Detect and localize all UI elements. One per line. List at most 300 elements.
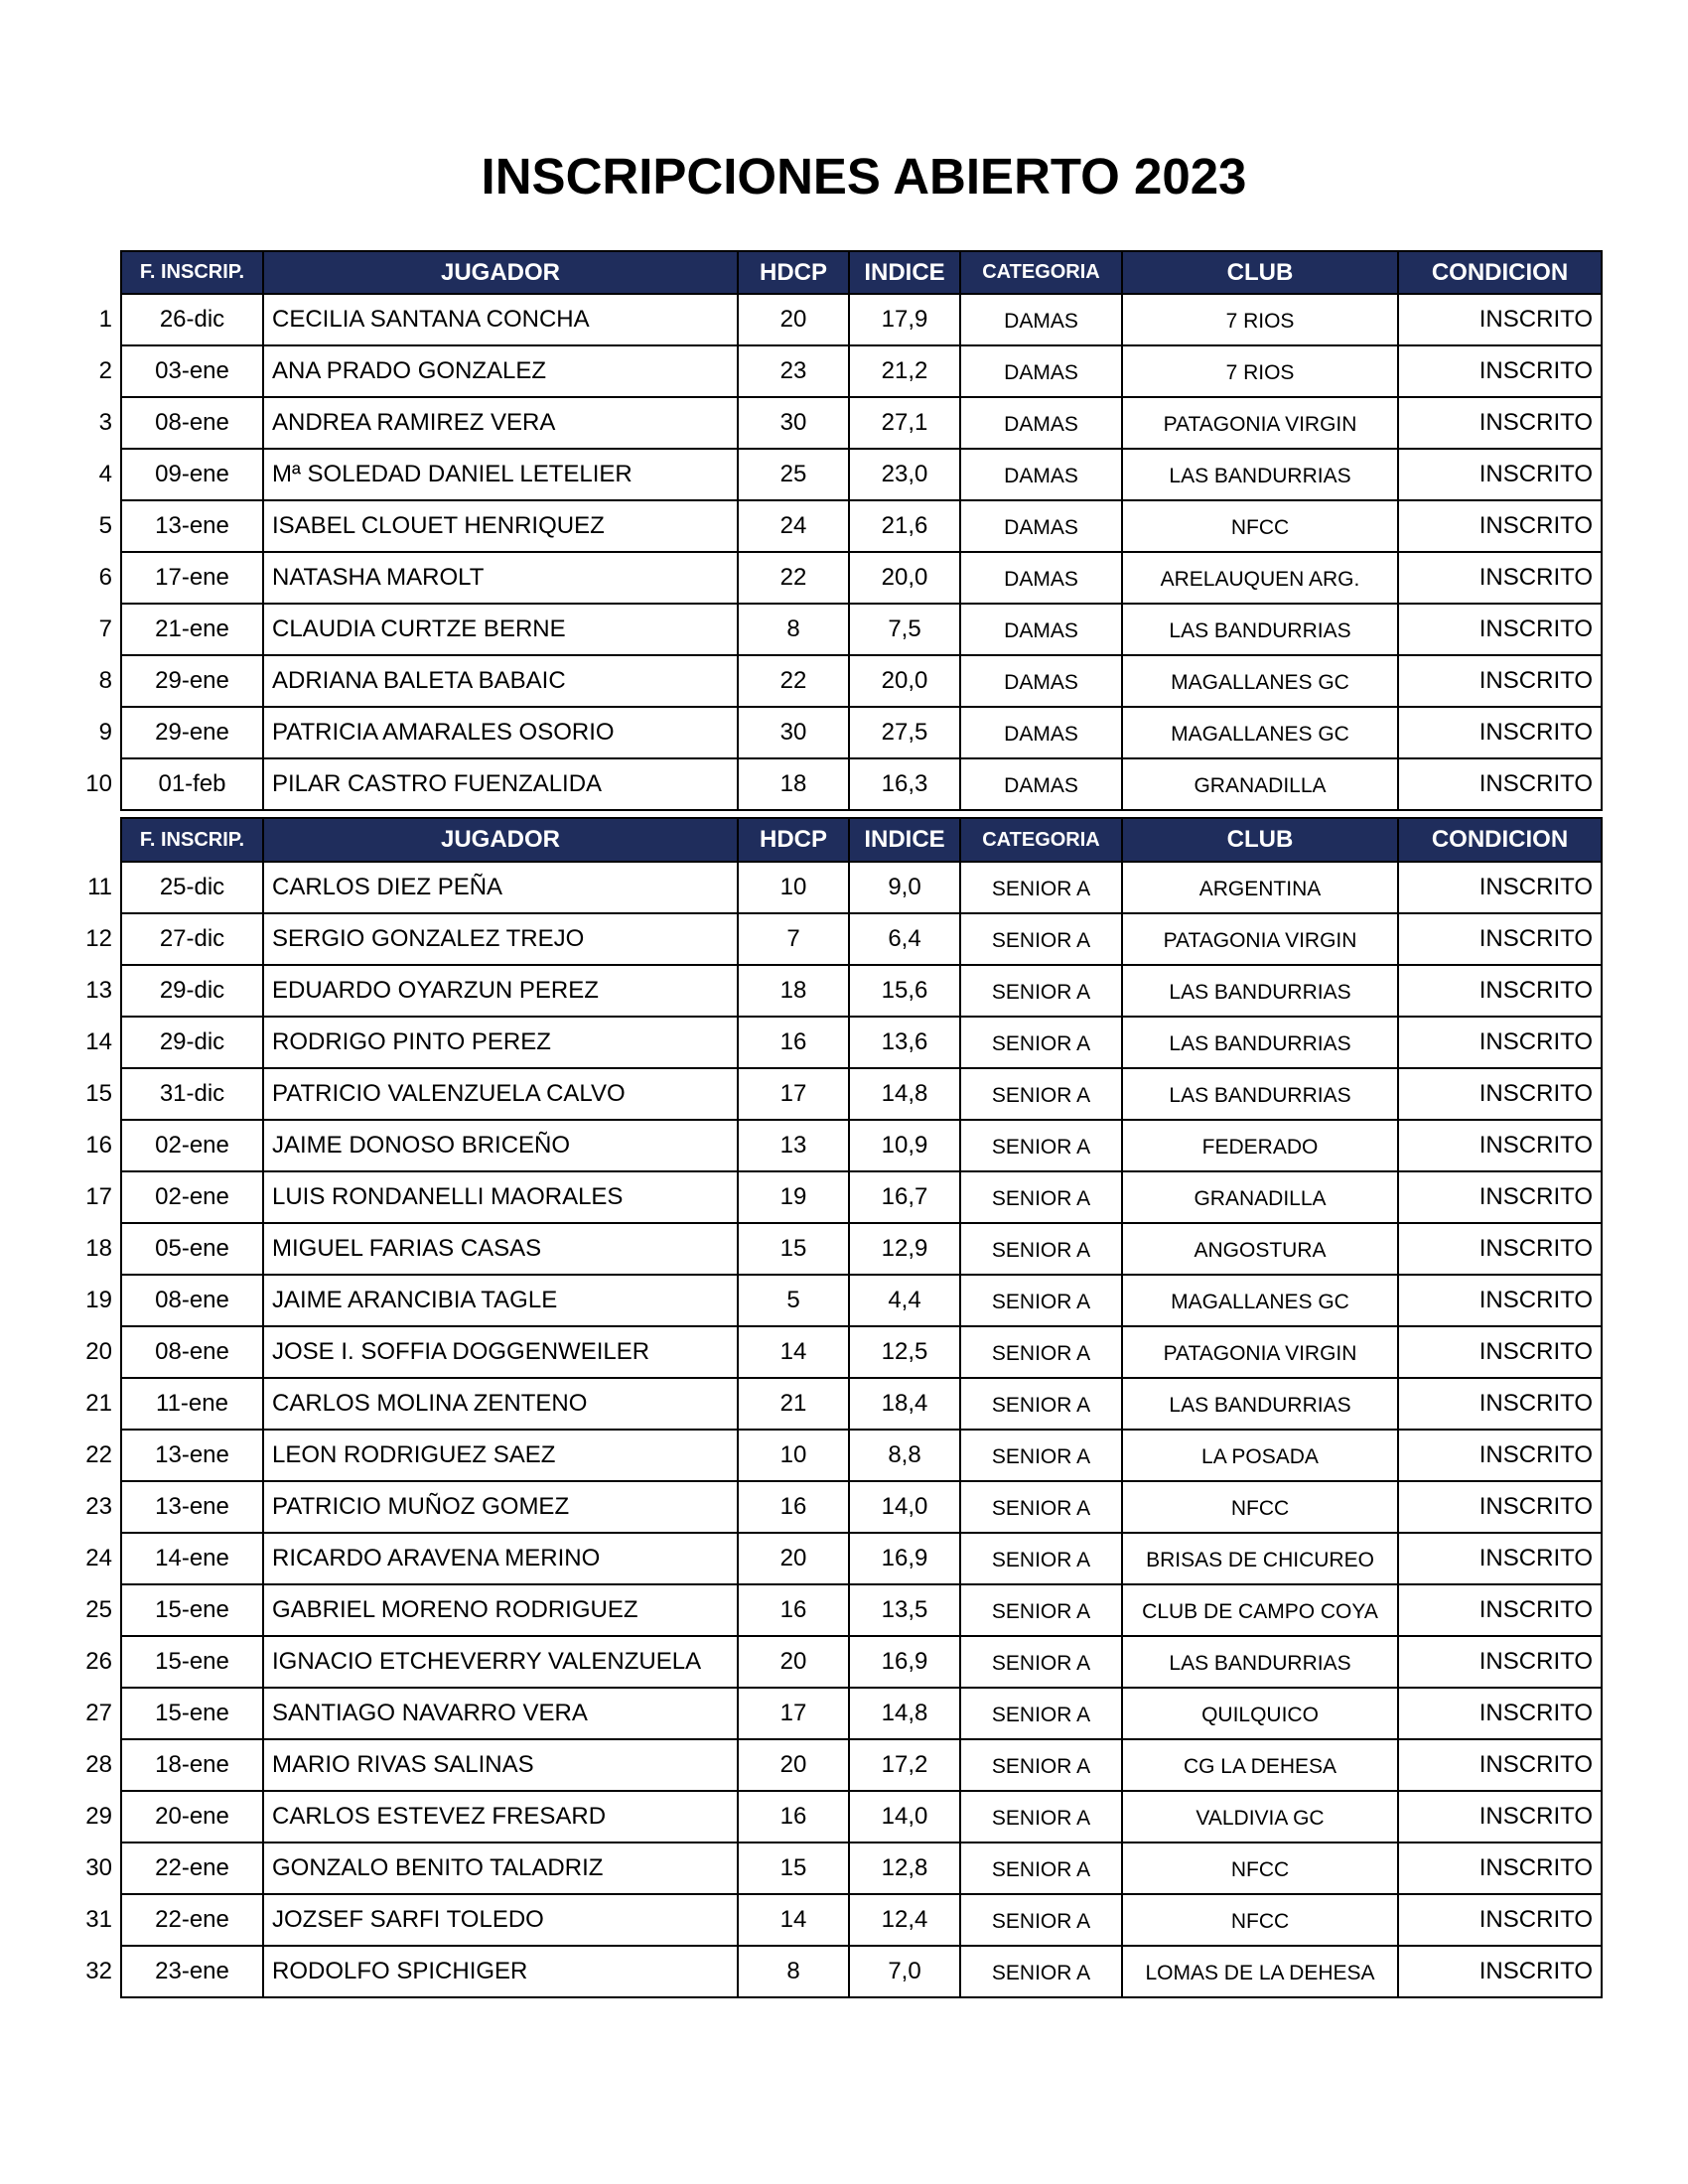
cell-condicion: INSCRITO bbox=[1398, 1946, 1602, 1997]
cell-club: MAGALLANES GC bbox=[1122, 707, 1398, 758]
cell-hdcp: 22 bbox=[738, 552, 849, 604]
cell-fecha: 09-ene bbox=[121, 449, 263, 500]
cell-condicion: INSCRITO bbox=[1398, 1120, 1602, 1171]
table-row bbox=[79, 449, 1602, 500]
table-row bbox=[79, 1326, 1602, 1378]
cell-categoria: DAMAS bbox=[960, 707, 1122, 758]
cell-categoria: DAMAS bbox=[960, 294, 1122, 345]
cell-jugador: ANA PRADO GONZALEZ bbox=[263, 345, 738, 397]
table-row bbox=[79, 758, 1602, 810]
cell-jugador: Mª SOLEDAD DANIEL LETELIER bbox=[263, 449, 738, 500]
table-row bbox=[79, 1120, 1602, 1171]
cell-club: ARGENTINA bbox=[1122, 862, 1398, 913]
cell-club: NFCC bbox=[1122, 1843, 1398, 1894]
cell-club: NFCC bbox=[1122, 1481, 1398, 1533]
table-row bbox=[79, 913, 1602, 965]
cell-indice: 27,5 bbox=[849, 707, 960, 758]
cell-club: CLUB DE CAMPO COYA bbox=[1122, 1584, 1398, 1636]
row-number: 11 bbox=[87, 874, 112, 900]
cell-indice: 15,6 bbox=[849, 965, 960, 1017]
cell-hdcp: 15 bbox=[738, 1223, 849, 1275]
cell-categoria: SENIOR A bbox=[960, 1171, 1122, 1223]
cell-club: ANGOSTURA bbox=[1122, 1223, 1398, 1275]
cell-fecha: 21-ene bbox=[121, 604, 263, 655]
cell-categoria: SENIOR A bbox=[960, 1533, 1122, 1584]
cell-hdcp: 13 bbox=[738, 1120, 849, 1171]
cell-categoria: SENIOR A bbox=[960, 1326, 1122, 1378]
cell-club: LAS BANDURRIAS bbox=[1122, 1636, 1398, 1688]
cell-indice: 12,8 bbox=[849, 1843, 960, 1894]
header-indice: INDICE bbox=[849, 818, 960, 862]
cell-jugador: IGNACIO ETCHEVERRY VALENZUELA bbox=[263, 1636, 738, 1688]
cell-jugador: PATRICIO VALENZUELA CALVO bbox=[263, 1068, 738, 1120]
cell-fecha: 15-ene bbox=[121, 1688, 263, 1739]
cell-indice: 18,4 bbox=[849, 1378, 960, 1430]
cell-condicion: INSCRITO bbox=[1398, 1584, 1602, 1636]
cell-club: 7 RIOS bbox=[1122, 294, 1398, 345]
cell-categoria: DAMAS bbox=[960, 604, 1122, 655]
cell-fecha: 08-ene bbox=[121, 397, 263, 449]
cell-hdcp: 21 bbox=[738, 1378, 849, 1430]
table-row bbox=[79, 862, 1602, 913]
cell-condicion: INSCRITO bbox=[1398, 862, 1602, 913]
row-number: 26 bbox=[85, 1648, 112, 1675]
cell-indice: 16,9 bbox=[849, 1533, 960, 1584]
cell-categoria: DAMAS bbox=[960, 758, 1122, 810]
cell-categoria: SENIOR A bbox=[960, 913, 1122, 965]
row-number: 28 bbox=[85, 1751, 112, 1778]
cell-club: FEDERADO bbox=[1122, 1120, 1398, 1171]
cell-categoria: SENIOR A bbox=[960, 1688, 1122, 1739]
cell-condicion: INSCRITO bbox=[1398, 965, 1602, 1017]
cell-hdcp: 10 bbox=[738, 862, 849, 913]
header-indice: INDICE bbox=[849, 251, 960, 294]
cell-indice: 27,1 bbox=[849, 397, 960, 449]
row-number: 14 bbox=[85, 1028, 112, 1055]
cell-condicion: INSCRITO bbox=[1398, 758, 1602, 810]
cell-indice: 7,0 bbox=[849, 1946, 960, 1997]
cell-fecha: 27-dic bbox=[121, 913, 263, 965]
cell-fecha: 23-ene bbox=[121, 1946, 263, 1997]
cell-jugador: CECILIA SANTANA CONCHA bbox=[263, 294, 738, 345]
cell-jugador: JOZSEF SARFI TOLEDO bbox=[263, 1894, 738, 1946]
row-number: 7 bbox=[98, 615, 112, 642]
cell-jugador: LUIS RONDANELLI MAORALES bbox=[263, 1171, 738, 1223]
cell-categoria: SENIOR A bbox=[960, 1843, 1122, 1894]
cell-fecha: 29-ene bbox=[121, 707, 263, 758]
table-row bbox=[79, 1843, 1602, 1894]
cell-fecha: 29-ene bbox=[121, 655, 263, 707]
cell-condicion: INSCRITO bbox=[1398, 1171, 1602, 1223]
row-number: 31 bbox=[85, 1906, 112, 1933]
row-number: 23 bbox=[85, 1493, 112, 1520]
cell-indice: 6,4 bbox=[849, 913, 960, 965]
table-row bbox=[79, 1946, 1602, 1997]
cell-fecha: 03-ene bbox=[121, 345, 263, 397]
cell-condicion: INSCRITO bbox=[1398, 913, 1602, 965]
cell-indice: 9,0 bbox=[849, 862, 960, 913]
cell-club: NFCC bbox=[1122, 1894, 1398, 1946]
cell-categoria: SENIOR A bbox=[960, 965, 1122, 1017]
cell-categoria: DAMAS bbox=[960, 655, 1122, 707]
cell-hdcp: 30 bbox=[738, 397, 849, 449]
cell-categoria: SENIOR A bbox=[960, 1378, 1122, 1430]
cell-hdcp: 20 bbox=[738, 294, 849, 345]
row-number: 21 bbox=[85, 1390, 112, 1417]
table-row bbox=[79, 1481, 1602, 1533]
cell-fecha: 13-ene bbox=[121, 1481, 263, 1533]
row-number: 25 bbox=[85, 1596, 112, 1623]
cell-categoria: SENIOR A bbox=[960, 1275, 1122, 1326]
cell-jugador: CLAUDIA CURTZE BERNE bbox=[263, 604, 738, 655]
cell-fecha: 15-ene bbox=[121, 1636, 263, 1688]
cell-indice: 16,7 bbox=[849, 1171, 960, 1223]
cell-hdcp: 22 bbox=[738, 655, 849, 707]
cell-indice: 13,6 bbox=[849, 1017, 960, 1068]
cell-condicion: INSCRITO bbox=[1398, 1275, 1602, 1326]
cell-jugador: RODOLFO SPICHIGER bbox=[263, 1946, 738, 1997]
row-number: 17 bbox=[85, 1183, 112, 1210]
row-number: 6 bbox=[98, 564, 112, 591]
cell-indice: 8,8 bbox=[849, 1430, 960, 1481]
cell-condicion: INSCRITO bbox=[1398, 604, 1602, 655]
cell-categoria: DAMAS bbox=[960, 449, 1122, 500]
cell-club: NFCC bbox=[1122, 500, 1398, 552]
damas-table bbox=[79, 250, 1603, 811]
cell-condicion: INSCRITO bbox=[1398, 1894, 1602, 1946]
cell-indice: 4,4 bbox=[849, 1275, 960, 1326]
cell-club: QUILQUICO bbox=[1122, 1688, 1398, 1739]
cell-fecha: 22-ene bbox=[121, 1843, 263, 1894]
cell-club: PATAGONIA VIRGIN bbox=[1122, 913, 1398, 965]
header-number-spacer bbox=[79, 251, 121, 294]
cell-fecha: 08-ene bbox=[121, 1275, 263, 1326]
header-number-spacer bbox=[79, 818, 121, 862]
table-row bbox=[79, 1223, 1602, 1275]
cell-condicion: INSCRITO bbox=[1398, 1017, 1602, 1068]
cell-fecha: 13-ene bbox=[121, 500, 263, 552]
cell-club: PATAGONIA VIRGIN bbox=[1122, 397, 1398, 449]
row-number: 12 bbox=[85, 925, 112, 952]
header-hdcp: HDCP bbox=[738, 251, 849, 294]
cell-indice: 16,9 bbox=[849, 1636, 960, 1688]
cell-hdcp: 16 bbox=[738, 1017, 849, 1068]
row-number: 2 bbox=[98, 357, 112, 384]
header-club: CLUB bbox=[1122, 818, 1398, 862]
cell-jugador: PATRICIA AMARALES OSORIO bbox=[263, 707, 738, 758]
cell-indice: 14,0 bbox=[849, 1791, 960, 1843]
cell-hdcp: 16 bbox=[738, 1481, 849, 1533]
table-row bbox=[79, 1430, 1602, 1481]
cell-jugador: ANDREA RAMIREZ VERA bbox=[263, 397, 738, 449]
cell-hdcp: 20 bbox=[738, 1533, 849, 1584]
cell-jugador: PILAR CASTRO FUENZALIDA bbox=[263, 758, 738, 810]
table-row bbox=[79, 500, 1602, 552]
cell-condicion: INSCRITO bbox=[1398, 1688, 1602, 1739]
cell-jugador: SERGIO GONZALEZ TREJO bbox=[263, 913, 738, 965]
header-condicion: CONDICION bbox=[1398, 818, 1602, 862]
cell-categoria: SENIOR A bbox=[960, 1584, 1122, 1636]
cell-condicion: INSCRITO bbox=[1398, 1739, 1602, 1791]
cell-hdcp: 20 bbox=[738, 1636, 849, 1688]
cell-jugador: JAIME DONOSO BRICEÑO bbox=[263, 1120, 738, 1171]
row-number: 1 bbox=[98, 306, 112, 333]
cell-jugador: SANTIAGO NAVARRO VERA bbox=[263, 1688, 738, 1739]
cell-jugador: MARIO RIVAS SALINAS bbox=[263, 1739, 738, 1791]
cell-hdcp: 15 bbox=[738, 1843, 849, 1894]
page-title: INSCRIPCIONES ABIERTO 2023 bbox=[481, 148, 1247, 205]
cell-jugador: RICARDO ARAVENA MERINO bbox=[263, 1533, 738, 1584]
table-row bbox=[79, 1171, 1602, 1223]
table-row bbox=[79, 965, 1602, 1017]
row-number: 4 bbox=[98, 461, 112, 487]
cell-club: LAS BANDURRIAS bbox=[1122, 1378, 1398, 1430]
cell-jugador: GONZALO BENITO TALADRIZ bbox=[263, 1843, 738, 1894]
cell-indice: 14,8 bbox=[849, 1068, 960, 1120]
senior-header-row bbox=[79, 818, 1602, 862]
cell-jugador: RODRIGO PINTO PEREZ bbox=[263, 1017, 738, 1068]
cell-categoria: SENIOR A bbox=[960, 862, 1122, 913]
cell-indice: 16,3 bbox=[849, 758, 960, 810]
cell-condicion: INSCRITO bbox=[1398, 500, 1602, 552]
row-number: 29 bbox=[85, 1803, 112, 1830]
cell-club: VALDIVIA GC bbox=[1122, 1791, 1398, 1843]
header-categoria: CATEGORIA bbox=[960, 818, 1122, 862]
damas-table-body bbox=[79, 294, 1602, 810]
cell-fecha: 15-ene bbox=[121, 1584, 263, 1636]
senior-table bbox=[79, 817, 1603, 1998]
cell-club: ARELAUQUEN ARG. bbox=[1122, 552, 1398, 604]
cell-condicion: INSCRITO bbox=[1398, 1533, 1602, 1584]
row-number: 16 bbox=[85, 1132, 112, 1159]
cell-condicion: INSCRITO bbox=[1398, 1068, 1602, 1120]
cell-condicion: INSCRITO bbox=[1398, 345, 1602, 397]
row-number: 15 bbox=[85, 1080, 112, 1107]
cell-club: LAS BANDURRIAS bbox=[1122, 604, 1398, 655]
row-number: 30 bbox=[85, 1854, 112, 1881]
cell-fecha: 13-ene bbox=[121, 1430, 263, 1481]
cell-condicion: INSCRITO bbox=[1398, 1791, 1602, 1843]
cell-club: LAS BANDURRIAS bbox=[1122, 1068, 1398, 1120]
row-number: 10 bbox=[85, 770, 112, 797]
cell-club: 7 RIOS bbox=[1122, 345, 1398, 397]
cell-categoria: SENIOR A bbox=[960, 1739, 1122, 1791]
cell-hdcp: 14 bbox=[738, 1326, 849, 1378]
cell-condicion: INSCRITO bbox=[1398, 1636, 1602, 1688]
cell-hdcp: 25 bbox=[738, 449, 849, 500]
cell-jugador: JOSE I. SOFFIA DOGGENWEILER bbox=[263, 1326, 738, 1378]
cell-club: GRANADILLA bbox=[1122, 1171, 1398, 1223]
row-number: 22 bbox=[85, 1441, 112, 1468]
cell-indice: 7,5 bbox=[849, 604, 960, 655]
cell-fecha: 02-ene bbox=[121, 1120, 263, 1171]
cell-categoria: SENIOR A bbox=[960, 1636, 1122, 1688]
table-row bbox=[79, 1378, 1602, 1430]
header-jugador: JUGADOR bbox=[263, 251, 738, 294]
cell-club: BRISAS DE CHICUREO bbox=[1122, 1533, 1398, 1584]
table-row bbox=[79, 1275, 1602, 1326]
cell-condicion: INSCRITO bbox=[1398, 707, 1602, 758]
cell-categoria: SENIOR A bbox=[960, 1120, 1122, 1171]
row-number: 27 bbox=[85, 1700, 112, 1726]
cell-hdcp: 23 bbox=[738, 345, 849, 397]
cell-hdcp: 20 bbox=[738, 1739, 849, 1791]
header-club: CLUB bbox=[1122, 251, 1398, 294]
senior-table-body bbox=[79, 862, 1602, 1997]
cell-indice: 23,0 bbox=[849, 449, 960, 500]
cell-condicion: INSCRITO bbox=[1398, 397, 1602, 449]
cell-fecha: 29-dic bbox=[121, 965, 263, 1017]
table-row bbox=[79, 1533, 1602, 1584]
cell-categoria: SENIOR A bbox=[960, 1894, 1122, 1946]
cell-jugador: ADRIANA BALETA BABAIC bbox=[263, 655, 738, 707]
table-row bbox=[79, 397, 1602, 449]
header-condicion: CONDICION bbox=[1398, 251, 1602, 294]
cell-club: MAGALLANES GC bbox=[1122, 655, 1398, 707]
cell-categoria: DAMAS bbox=[960, 345, 1122, 397]
table-row bbox=[79, 1584, 1602, 1636]
cell-categoria: SENIOR A bbox=[960, 1017, 1122, 1068]
cell-condicion: INSCRITO bbox=[1398, 1843, 1602, 1894]
table-row bbox=[79, 1688, 1602, 1739]
cell-club: MAGALLANES GC bbox=[1122, 1275, 1398, 1326]
cell-categoria: SENIOR A bbox=[960, 1068, 1122, 1120]
table-row bbox=[79, 1068, 1602, 1120]
cell-club: LAS BANDURRIAS bbox=[1122, 449, 1398, 500]
cell-indice: 21,6 bbox=[849, 500, 960, 552]
cell-indice: 17,2 bbox=[849, 1739, 960, 1791]
damas-header-row bbox=[79, 251, 1602, 294]
row-number: 13 bbox=[85, 977, 112, 1004]
cell-fecha: 26-dic bbox=[121, 294, 263, 345]
table-row bbox=[79, 1017, 1602, 1068]
cell-fecha: 29-dic bbox=[121, 1017, 263, 1068]
cell-condicion: INSCRITO bbox=[1398, 1430, 1602, 1481]
row-number: 8 bbox=[98, 667, 112, 694]
cell-fecha: 11-ene bbox=[121, 1378, 263, 1430]
row-number: 18 bbox=[85, 1235, 112, 1262]
cell-club: LA POSADA bbox=[1122, 1430, 1398, 1481]
header-jugador: JUGADOR bbox=[263, 818, 738, 862]
cell-categoria: SENIOR A bbox=[960, 1430, 1122, 1481]
cell-fecha: 20-ene bbox=[121, 1791, 263, 1843]
cell-jugador: LEON RODRIGUEZ SAEZ bbox=[263, 1430, 738, 1481]
cell-fecha: 05-ene bbox=[121, 1223, 263, 1275]
row-number: 32 bbox=[85, 1958, 112, 1984]
cell-club: PATAGONIA VIRGIN bbox=[1122, 1326, 1398, 1378]
cell-fecha: 02-ene bbox=[121, 1171, 263, 1223]
row-number: 5 bbox=[98, 512, 112, 539]
cell-fecha: 18-ene bbox=[121, 1739, 263, 1791]
cell-hdcp: 30 bbox=[738, 707, 849, 758]
cell-indice: 20,0 bbox=[849, 655, 960, 707]
table-row bbox=[79, 1894, 1602, 1946]
cell-hdcp: 16 bbox=[738, 1791, 849, 1843]
header-fecha: F. INSCRIP. bbox=[121, 818, 263, 862]
table-row bbox=[79, 707, 1602, 758]
cell-club: LAS BANDURRIAS bbox=[1122, 965, 1398, 1017]
cell-categoria: DAMAS bbox=[960, 500, 1122, 552]
cell-hdcp: 16 bbox=[738, 1584, 849, 1636]
cell-fecha: 17-ene bbox=[121, 552, 263, 604]
cell-jugador: GABRIEL MORENO RODRIGUEZ bbox=[263, 1584, 738, 1636]
cell-indice: 12,9 bbox=[849, 1223, 960, 1275]
cell-fecha: 14-ene bbox=[121, 1533, 263, 1584]
cell-indice: 21,2 bbox=[849, 345, 960, 397]
cell-hdcp: 5 bbox=[738, 1275, 849, 1326]
cell-condicion: INSCRITO bbox=[1398, 655, 1602, 707]
cell-categoria: SENIOR A bbox=[960, 1481, 1122, 1533]
cell-indice: 12,4 bbox=[849, 1894, 960, 1946]
cell-condicion: INSCRITO bbox=[1398, 552, 1602, 604]
cell-indice: 10,9 bbox=[849, 1120, 960, 1171]
cell-fecha: 01-feb bbox=[121, 758, 263, 810]
table-row bbox=[79, 1739, 1602, 1791]
cell-hdcp: 8 bbox=[738, 604, 849, 655]
cell-hdcp: 18 bbox=[738, 758, 849, 810]
cell-club: LOMAS DE LA DEHESA bbox=[1122, 1946, 1398, 1997]
cell-hdcp: 17 bbox=[738, 1068, 849, 1120]
header-hdcp: HDCP bbox=[738, 818, 849, 862]
row-number: 19 bbox=[85, 1287, 112, 1313]
cell-indice: 14,0 bbox=[849, 1481, 960, 1533]
table-row bbox=[79, 655, 1602, 707]
cell-hdcp: 7 bbox=[738, 913, 849, 965]
cell-indice: 12,5 bbox=[849, 1326, 960, 1378]
cell-condicion: INSCRITO bbox=[1398, 294, 1602, 345]
cell-indice: 13,5 bbox=[849, 1584, 960, 1636]
cell-jugador: CARLOS ESTEVEZ FRESARD bbox=[263, 1791, 738, 1843]
cell-jugador: JAIME ARANCIBIA TAGLE bbox=[263, 1275, 738, 1326]
cell-fecha: 08-ene bbox=[121, 1326, 263, 1378]
table-row bbox=[79, 604, 1602, 655]
cell-categoria: DAMAS bbox=[960, 552, 1122, 604]
row-number: 24 bbox=[85, 1545, 112, 1571]
cell-hdcp: 17 bbox=[738, 1688, 849, 1739]
cell-condicion: INSCRITO bbox=[1398, 1223, 1602, 1275]
cell-hdcp: 8 bbox=[738, 1946, 849, 1997]
table-row bbox=[79, 294, 1602, 345]
table-row bbox=[79, 345, 1602, 397]
cell-club: CG LA DEHESA bbox=[1122, 1739, 1398, 1791]
cell-jugador: MIGUEL FARIAS CASAS bbox=[263, 1223, 738, 1275]
cell-fecha: 31-dic bbox=[121, 1068, 263, 1120]
cell-condicion: INSCRITO bbox=[1398, 1378, 1602, 1430]
cell-condicion: INSCRITO bbox=[1398, 449, 1602, 500]
header-categoria: CATEGORIA bbox=[960, 251, 1122, 294]
table-row bbox=[79, 1791, 1602, 1843]
row-number: 20 bbox=[85, 1338, 112, 1365]
table-row bbox=[79, 552, 1602, 604]
cell-hdcp: 18 bbox=[738, 965, 849, 1017]
cell-club: LAS BANDURRIAS bbox=[1122, 1017, 1398, 1068]
cell-fecha: 22-ene bbox=[121, 1894, 263, 1946]
header-fecha: F. INSCRIP. bbox=[121, 251, 263, 294]
cell-hdcp: 24 bbox=[738, 500, 849, 552]
cell-hdcp: 10 bbox=[738, 1430, 849, 1481]
cell-jugador: CARLOS MOLINA ZENTENO bbox=[263, 1378, 738, 1430]
cell-categoria: SENIOR A bbox=[960, 1791, 1122, 1843]
cell-hdcp: 19 bbox=[738, 1171, 849, 1223]
cell-condicion: INSCRITO bbox=[1398, 1326, 1602, 1378]
cell-condicion: INSCRITO bbox=[1398, 1481, 1602, 1533]
cell-categoria: SENIOR A bbox=[960, 1223, 1122, 1275]
cell-jugador: NATASHA MAROLT bbox=[263, 552, 738, 604]
row-number: 9 bbox=[98, 719, 112, 746]
cell-jugador: ISABEL CLOUET HENRIQUEZ bbox=[263, 500, 738, 552]
cell-fecha: 25-dic bbox=[121, 862, 263, 913]
table-row bbox=[79, 1636, 1602, 1688]
